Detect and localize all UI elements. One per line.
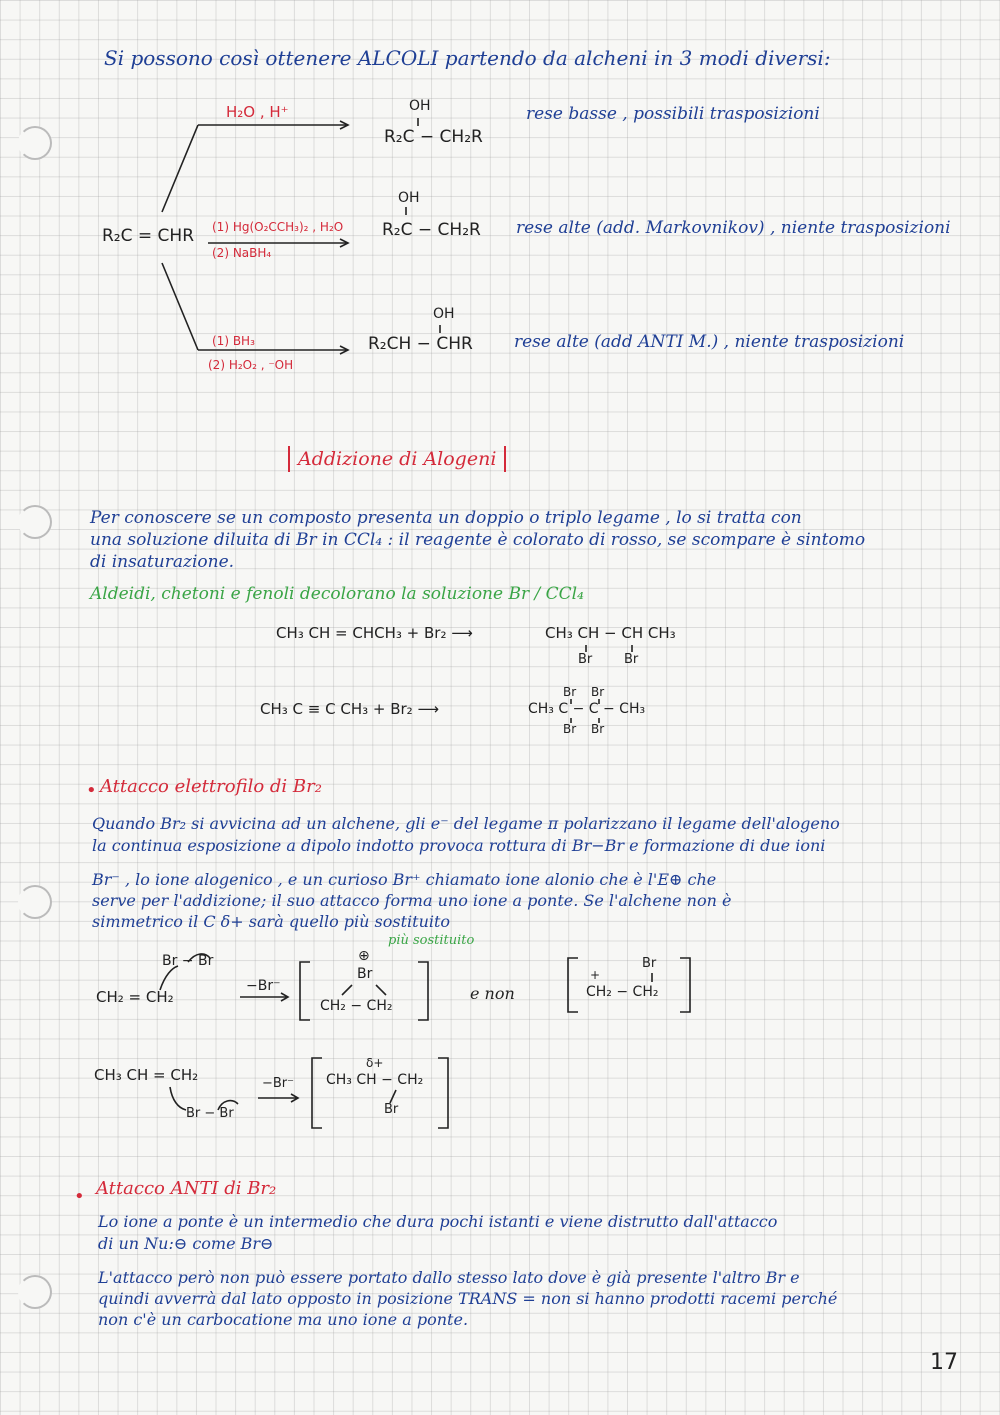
- scheme1-arrow-label: −Br⁻: [246, 978, 281, 994]
- reaction2-br-bot2: Br: [591, 722, 605, 736]
- scheme1-alkene: CH₂ = CH₂: [96, 988, 174, 1006]
- reaction2-product: CH₃ C − C − CH₃: [528, 701, 646, 717]
- bullet2-title: Attacco ANTI di Br₂: [96, 1178, 277, 1199]
- scheme1-br-br: Br − Br: [162, 953, 214, 969]
- para1-line2: una soluzione diluita di Br in CCl₄ : il reagente è colorato di rosso, se scompare è sintomo: [90, 530, 866, 550]
- para2-green-note: più sostituito: [388, 933, 475, 948]
- route3-reagent1: (1) BH₃: [212, 334, 255, 348]
- scheme1-bridge-br: Br: [357, 966, 373, 982]
- reaction2-br-top2: Br: [591, 685, 605, 699]
- route3-note: rese alte (add ANTI M.) , niente trasposizioni: [514, 332, 905, 352]
- bullet1-title: Attacco elettrofilo di Br₂: [100, 776, 322, 797]
- route2-reagent2: (2) NaBH₄: [212, 246, 272, 260]
- section-title: Addizione di Alogeni: [288, 446, 506, 472]
- reaction1-left: CH₃ CH = CHCH₃ + Br₂ ⟶: [276, 624, 473, 642]
- para2-line5: simmetrico il C δ+ sarà quello più sostituito: [92, 912, 451, 931]
- para1-line1: Per conoscere se un composto presenta un doppio o triplo legame , lo si tratta con: [90, 508, 802, 528]
- reaction1-product: CH₃ CH − CH CH₃: [545, 624, 676, 642]
- route1-product: R₂C − CH₂R: [384, 127, 483, 147]
- reaction2-left: CH₃ C ≡ C CH₃ + Br₂ ⟶: [260, 700, 439, 718]
- route1-oh: OH: [409, 98, 431, 114]
- bullet-dot: •: [86, 780, 97, 801]
- reaction2-br-bot1: Br: [563, 722, 577, 736]
- scheme2-delta: δ+: [366, 1056, 384, 1070]
- route2-note: rese alte (add. Markovnikov) , niente trasposizioni: [516, 218, 951, 238]
- reaction1-br1: Br: [578, 652, 593, 667]
- scheme1-alt-base: CH₂ − CH₂: [586, 984, 659, 1000]
- scheme1-alt-br: Br: [642, 956, 657, 971]
- scheme1-plus: ⊕: [358, 948, 370, 964]
- route2-oh: OH: [398, 190, 420, 206]
- route1-note: rese basse , possibili trasposizioni: [526, 104, 820, 124]
- scheme2-br: Br: [384, 1102, 399, 1117]
- page-number: 17: [930, 1350, 958, 1375]
- para2-line1: Quando Br₂ si avvicina ad un alchene, gli e⁻ del legame π polarizzano il legame dell'alogeno: [92, 814, 840, 833]
- scheme2-br-br: Br − Br: [186, 1106, 234, 1121]
- para2-line2: la continua esposizione a dipolo indotto provoca rottura di Br−Br e formazione di due ioni: [92, 836, 826, 855]
- para3-line1: Lo ione a ponte è un intermedio che dura pochi istanti e viene distrutto dall'attacco: [98, 1212, 778, 1231]
- para2-line4: serve per l'addizione; il suo attacco forma uno ione a ponte. Se l'alchene non è: [92, 891, 732, 910]
- route1-reagent: H₂O , H⁺: [226, 103, 289, 121]
- para4-line3: non c'è un carbocatione ma uno ione a ponte.: [98, 1310, 469, 1329]
- para4-line1: L'attacco però non può essere portato dallo stesso lato dove è già presente l'altro Br e: [98, 1268, 800, 1287]
- scheme1-alt-plus: +: [590, 968, 601, 982]
- bullet-dot: •: [74, 1186, 85, 1207]
- green-note: Aldeidi, chetoni e fenoli decolorano la soluzione Br / CCl₄: [90, 584, 584, 604]
- reaction2-br-top1: Br: [563, 685, 577, 699]
- scheme2-alkene: CH₃ CH = CH₂: [94, 1066, 199, 1084]
- route2-product: R₂C − CH₂R: [382, 220, 481, 240]
- scheme1-e-non: e non: [470, 984, 515, 1003]
- route2-reagent1: (1) Hg(O₂CCH₃)₂ , H₂O: [212, 220, 344, 234]
- scheme1-bridge-base: CH₂ − CH₂: [320, 998, 393, 1014]
- scheme2-product: CH₃ CH − CH₂: [326, 1072, 424, 1088]
- route3-oh: OH: [433, 306, 455, 322]
- route3-reagent2: (2) H₂O₂ , ⁻OH: [208, 358, 294, 372]
- intro-text: Si possono così ottenere ALCOLI partendo da alcheni in 3 modi diversi:: [104, 46, 831, 70]
- reaction1-br2: Br: [624, 652, 639, 667]
- route3-product: R₂CH − CHR: [368, 334, 473, 354]
- para2-line3: Br⁻ , lo ione alogenico , e un curioso Br⁺ chiamato ione alonio che è l'E⊕ che: [92, 870, 717, 889]
- para1-line3: di insaturazione.: [90, 552, 235, 572]
- scheme2-arrow-label: −Br⁻: [262, 1076, 295, 1091]
- starting-alkene: R₂C = CHR: [102, 226, 195, 246]
- para4-line2: quindi avverrà dal lato opposto in posizione TRANS = non si hanno prodotti racemi perché: [98, 1289, 838, 1308]
- para3-line2: di un Nu:⊖ come Br⊖: [98, 1234, 274, 1253]
